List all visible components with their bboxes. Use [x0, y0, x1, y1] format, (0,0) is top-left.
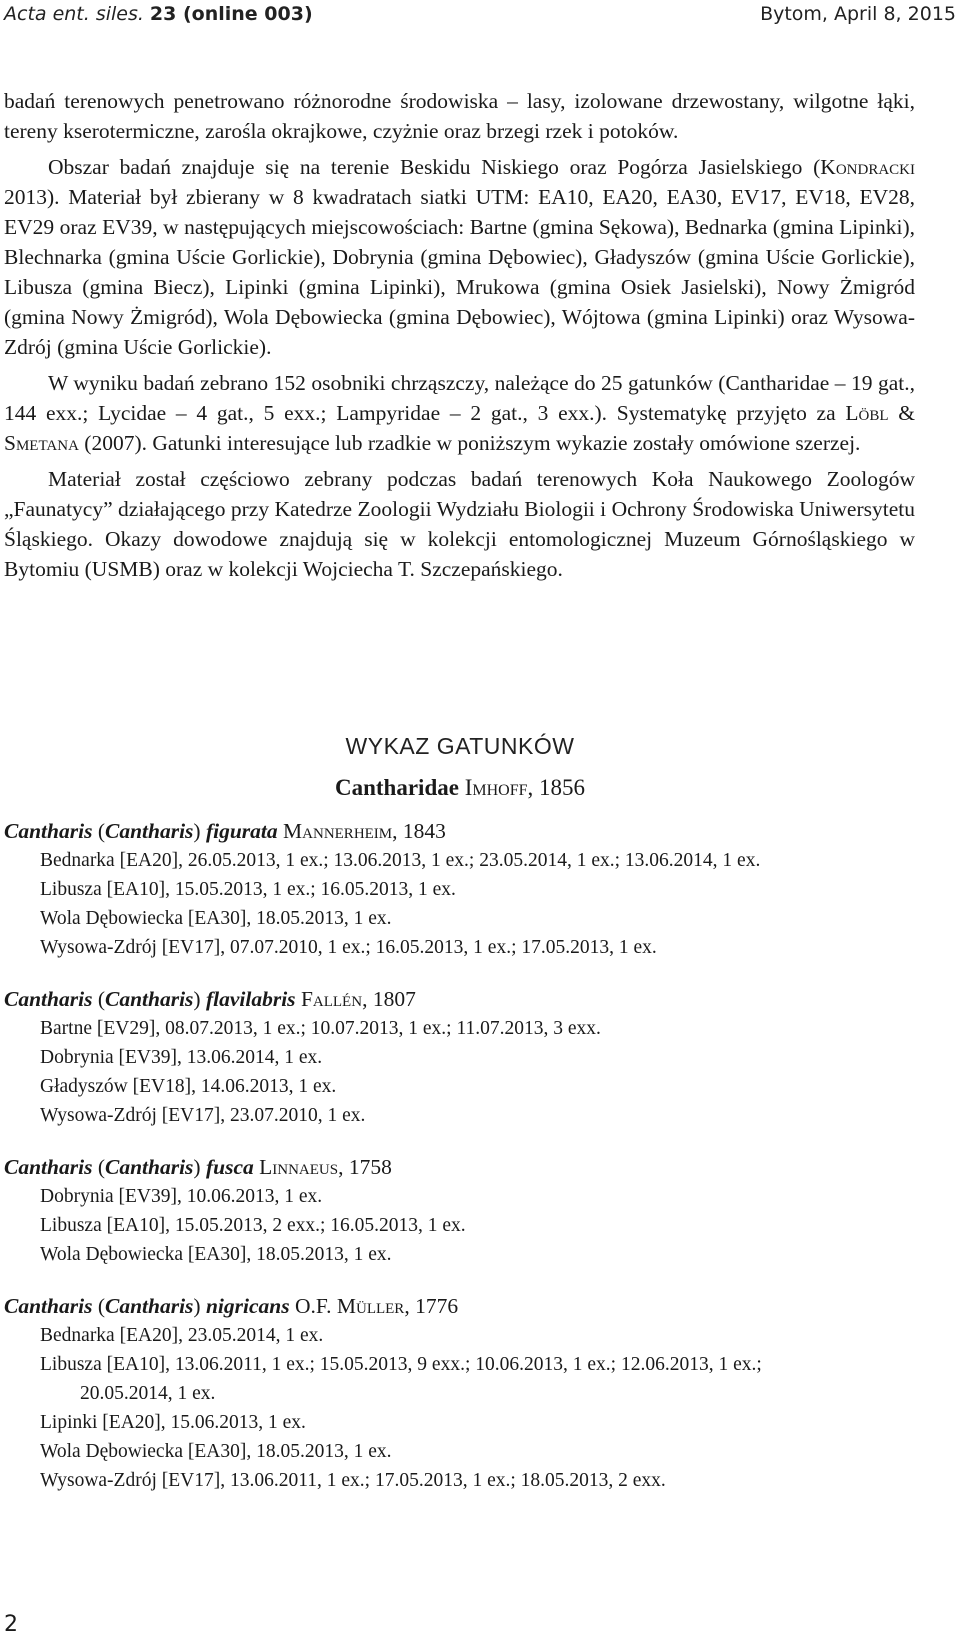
locality-record	[4, 846, 919, 875]
citation-author-smetana: Smetana	[4, 431, 79, 455]
species-author: Fallén	[300, 987, 363, 1011]
study-area-text-rest: 2013). Materiał był zbierany w 8 kwadratach siatki UTM: EA10, EA20, EA30, EV17, EV18, EV28, EV29 oraz EV39, w następujących miejscowościach: Bartne (gmina Sękowa), Bednarka (gmina Lipinki), Blechnarka (gmina Uście Gorlickie), Dobrynia (gmina Dębowiec), Gładyszów (gmina Uście Gorlickie), Libusza (gmina Biecz), Lipinki (gmina Lipinki), Mrukowa (gmina Osiek Jasielski), Nowy Żmigród (gmina Nowy Żmigród), Wola Dębowiecka (gmina Dębowiec), Wójtowa (gmina Lipinki) oraz Wysowa-Zdrój (gmina Uście Gorlickie).	[4, 185, 915, 359]
subgenus-paren-close: )	[193, 1155, 201, 1179]
species-epithet: nigricans	[205, 1294, 290, 1318]
paragraph-results	[4, 368, 915, 458]
locality-record	[4, 1466, 919, 1495]
record-text: Wysowa-Zdrój [EV17], 13.06.2011, 1 ex.; 17.05.2013, 1 ex.; 18.05.2013, 2 exx.	[40, 1470, 666, 1491]
subgenus-paren-close: )	[193, 1294, 201, 1318]
subgenus-paren-close: )	[193, 987, 201, 1011]
locality-record	[4, 904, 919, 933]
introduction-text	[4, 86, 915, 584]
species-year: , 1807	[362, 987, 416, 1011]
species-entry	[4, 1291, 919, 1495]
record-text: Wysowa-Zdrój [EV17], 23.07.2010, 1 ex.	[40, 1105, 366, 1126]
locality-record	[4, 1321, 919, 1350]
locality-record	[4, 1101, 919, 1130]
record-continuation: 20.05.2014, 1 ex.	[80, 1383, 216, 1404]
journal-citation	[4, 3, 313, 25]
species-genus: Cantharis	[4, 1294, 93, 1318]
species-year: , 1758	[338, 1155, 392, 1179]
paragraph-study-area	[4, 152, 915, 362]
results-text-rest: (2007). Gatunki interesujące lub rzadkie w poniższym wykazie zostały omówione szerzej.	[78, 431, 861, 455]
locality-record	[4, 1437, 919, 1466]
subgenus-paren-open: (	[97, 819, 105, 843]
study-area-text-start: Obszar badań znajduje się na terenie Beskidu Niskiego oraz Pogórza Jasielskiego (	[48, 155, 821, 179]
species-author: O.F. Müller	[294, 1294, 405, 1318]
species-subgenus: Cantharis	[104, 819, 194, 843]
record-text: Bartne [EV29], 08.07.2013, 1 ex.; 10.07.2013, 1 ex.; 11.07.2013, 3 exx.	[40, 1018, 601, 1039]
species-title	[4, 1291, 919, 1321]
record-text: Libusza [EA10], 13.06.2011, 1 ex.; 15.05.2013, 9 exx.; 10.06.2013, 1 ex.; 12.06.2013, 1 ex.;	[40, 1354, 762, 1375]
species-entry	[4, 984, 919, 1130]
species-author: Mannerheim	[283, 819, 393, 843]
species-title	[4, 984, 919, 1014]
citation-ampersand: &	[888, 401, 915, 425]
section-heading: WYKAZ GATUNKÓW	[345, 733, 575, 759]
record-text: Bednarka [EA20], 23.05.2014, 1 ex.	[40, 1325, 324, 1346]
species-subgenus: Cantharis	[104, 1155, 194, 1179]
family-author: Imhoff	[464, 775, 528, 800]
record-text: Libusza [EA10], 15.05.2013, 2 exx.; 16.05.2013, 1 ex.	[40, 1215, 466, 1236]
journal-title: Acta ent. siles.	[4, 3, 144, 25]
species-subgenus: Cantharis	[104, 987, 194, 1011]
locality-record	[4, 1350, 919, 1408]
record-text: Wola Dębowiecka [EA30], 18.05.2013, 1 ex.	[40, 1244, 392, 1265]
record-text: Wola Dębowiecka [EA30], 18.05.2013, 1 ex.	[40, 1441, 392, 1462]
species-entry	[4, 1152, 919, 1269]
page-number: 2	[4, 1612, 18, 1637]
locality-record	[4, 1211, 919, 1240]
locality-record	[4, 1182, 919, 1211]
species-subgenus: Cantharis	[104, 1294, 194, 1318]
publication-place-date: Bytom, April 8, 2015	[760, 3, 956, 25]
species-epithet: flavilabris	[205, 987, 296, 1011]
record-text: Lipinki [EA20], 15.06.2013, 1 ex.	[40, 1412, 306, 1433]
species-title	[4, 1152, 919, 1182]
record-text: Libusza [EA10], 15.05.2013, 1 ex.; 16.05.2013, 1 ex.	[40, 879, 456, 900]
subgenus-paren-close: )	[193, 819, 201, 843]
locality-record	[4, 1014, 919, 1043]
family-year: , 1856	[527, 775, 585, 800]
results-text-start: W wyniku badań zebrano 152 osobniki chrząszczy, należące do 25 gatunków (Cantharidae – 19 gat., 144 exx.; Lycidae – 4 gat., 5 exx.; Lampyridae – 2 gat., 3 exx.). Systematykę przyjęto za	[4, 371, 915, 425]
record-text: Gładyszów [EV18], 14.06.2013, 1 ex.	[40, 1076, 337, 1097]
subgenus-paren-open: (	[97, 1155, 105, 1179]
species-epithet: fusca	[205, 1155, 254, 1179]
species-entry	[4, 816, 919, 962]
locality-record	[4, 1072, 919, 1101]
record-text: Bednarka [EA20], 26.05.2013, 1 ex.; 13.06.2013, 1 ex.; 23.05.2014, 1 ex.; 13.06.2014, 1 ex.	[40, 850, 761, 871]
locality-record	[4, 1240, 919, 1269]
journal-issue: 23 (online 003)	[149, 3, 313, 25]
species-genus: Cantharis	[4, 819, 93, 843]
locality-record	[4, 1043, 919, 1072]
species-epithet: figurata	[205, 819, 278, 843]
paragraph-material-source: Materiał został częściowo zebrany podczas badań terenowych Koła Naukowego Zoologów „Faunatycy” działającego przy Katedrze Zoologii Wydziału Biologii i Ochrony Środowiska Uniwersytetu Śląskiego. Okazy dowodowe znajdują się w kolekcji entomologicznej Muzeum Górnośląskiego w Bytomiu (USMB) oraz w kolekcji Wojciecha T. Szczepańskiego.	[4, 467, 915, 581]
record-text: Wysowa-Zdrój [EV17], 07.07.2010, 1 ex.; 16.05.2013, 1 ex.; 17.05.2013, 1 ex.	[40, 937, 657, 958]
record-text: Dobrynia [EV39], 10.06.2013, 1 ex.	[40, 1186, 323, 1207]
species-year: , 1776	[404, 1294, 459, 1318]
paragraph-habitats: badań terenowych penetrowano różnorodne środowiska – lasy, izolowane drzewostany, wilgotne łąki, tereny kserotermiczne, zarośla okrajkowe, czyżnie oraz brzegi rzek i potoków.	[4, 89, 915, 143]
locality-record	[4, 875, 919, 904]
species-genus: Cantharis	[4, 1155, 93, 1179]
citation-author-kondracki: Kondracki	[820, 155, 915, 179]
locality-record	[4, 933, 919, 962]
subgenus-paren-open: (	[97, 1294, 105, 1318]
locality-record	[4, 1408, 919, 1437]
family-name: Cantharidae	[335, 775, 459, 800]
record-text: Wola Dębowiecka [EA30], 18.05.2013, 1 ex.	[40, 908, 392, 929]
running-header	[4, 2, 956, 26]
family-heading	[0, 775, 920, 801]
species-genus: Cantharis	[4, 987, 93, 1011]
species-year: , 1843	[392, 819, 446, 843]
subgenus-paren-open: (	[97, 987, 105, 1011]
citation-author-lobl: Löbl	[845, 401, 889, 425]
species-author: Linnaeus	[259, 1155, 339, 1179]
record-text: Dobrynia [EV39], 13.06.2014, 1 ex.	[40, 1047, 323, 1068]
species-title	[4, 816, 919, 846]
